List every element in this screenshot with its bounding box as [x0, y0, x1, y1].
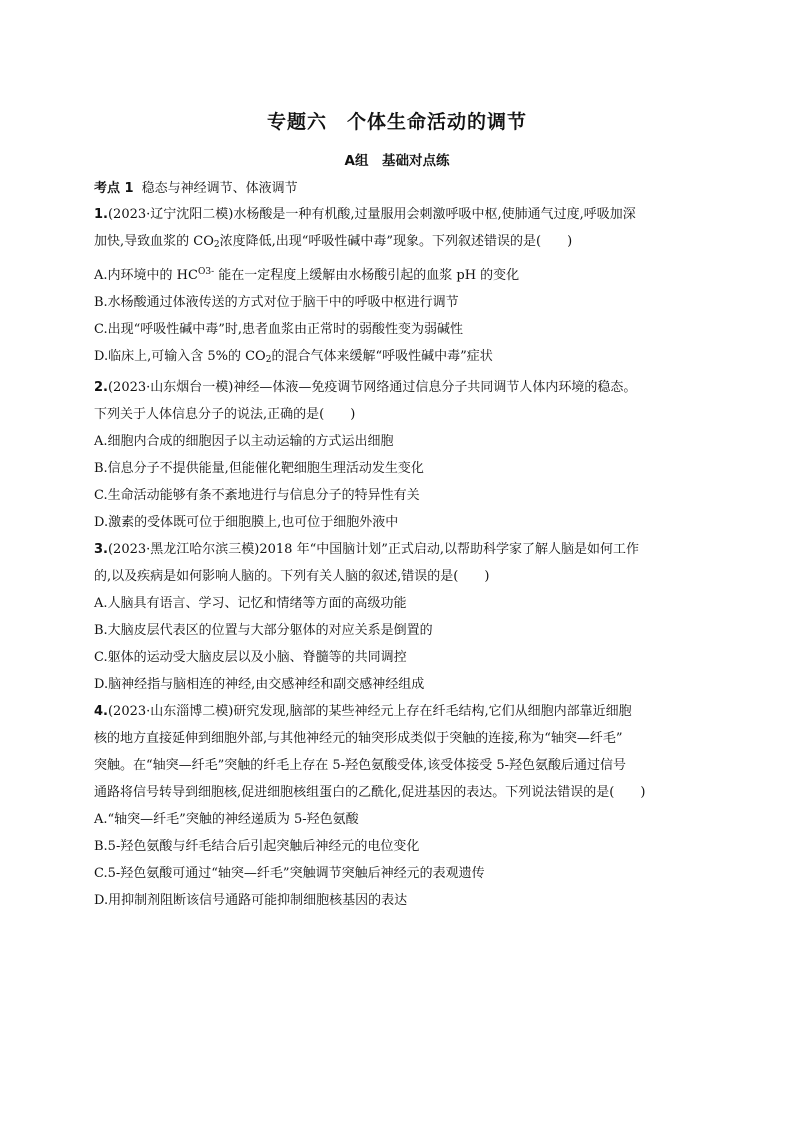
section-number: 考点 1 — [94, 181, 134, 196]
question-4-line-1 — [94, 698, 714, 725]
option-text: 能在一定程度上缓解由水杨酸引起的血浆 pH 的变化 — [218, 268, 520, 283]
question-source: (2023·山东烟台一模) — [107, 380, 234, 395]
question-2-line-1 — [94, 374, 714, 401]
option-b: B.水杨酸通过体液传送的方式对位于脑干中的呼吸中枢进行调节 — [94, 295, 459, 310]
option-b: B.信息分子不提供能量,但能催化靶细胞生理活动发生变化 — [94, 461, 424, 476]
option-b: B.5-羟色氨酸与纤毛结合后引起突触后神经元的电位变化 — [94, 839, 420, 854]
question-text: 神经—体液—免疫调节网络通过信息分子共同调节人体内环境的稳态。 — [233, 380, 637, 395]
option-c: C.躯体的运动受大脑皮层以及小脑、脊髓等的共同调控 — [94, 650, 407, 665]
option-d — [94, 343, 714, 374]
question-2-line-2: 下列关于人体信息分子的说法,正确的是( ) — [94, 407, 356, 422]
question-number: 3. — [94, 542, 108, 557]
option-b: B.大脑皮层代表区的位置与大部分躯体的对应关系是倒置的 — [94, 623, 433, 638]
question-1-line-2 — [94, 228, 714, 259]
question-number: 4. — [94, 704, 108, 719]
question-4-line-3: 突触。在“轴突—纤毛”突触的纤毛上存在 5-羟色氨酸受体,该受体接受 5-羟色氨酸后通过信号 — [94, 758, 627, 773]
question-text: 加快,导致血浆的 CO — [94, 234, 214, 249]
subscript: 2 — [265, 355, 272, 365]
superscript: O — [197, 267, 206, 277]
option-a: A.人脑具有语言、学习、记忆和情绪等方面的高级功能 — [94, 596, 407, 611]
superscript: - — [211, 267, 215, 277]
option-a: A.细胞内合成的细胞因子以主动运输的方式运出细胞 — [94, 434, 394, 449]
question-number: 2. — [94, 380, 108, 395]
group-heading: A组 基础对点练 — [344, 153, 450, 169]
section-heading — [94, 177, 298, 196]
question-3-line-1 — [94, 536, 714, 563]
question-3-line-2: 的,以及疾病是如何影响人脑的。下列有关人脑的叙述,错误的是( ) — [94, 569, 490, 584]
question-text: 水杨酸是一种有机酸,过量服用会刺激呼吸中枢,使肺通气过度,呼吸加深 — [233, 207, 636, 222]
option-a — [94, 259, 714, 289]
question-text: 研究发现,脑部的某些神经元上存在纤毛结构,它们从细胞内部靠近细胞 — [233, 704, 632, 719]
question-1-line-1 — [94, 201, 714, 228]
superscript: 3 — [205, 267, 212, 277]
option-text: 的混合气体来缓解“呼吸性碱中毒”症状 — [271, 349, 493, 364]
question-text: 浓度降低,出现“呼吸性碱中毒”现象。下列叙述错误的是( ) — [219, 234, 573, 249]
question-source: (2023·黑龙江哈尔滨三模) — [107, 542, 260, 557]
question-text: 2018 年“中国脑计划”正式启动,以帮助科学家了解人脑是如何工作 — [259, 542, 640, 557]
question-4-line-4: 通路将信号转导到细胞核,促进细胞核组蛋白的乙酰化,促进基因的表达。下列说法错误的是( ) — [94, 785, 646, 800]
question-source: (2023·辽宁沈阳二模) — [107, 207, 234, 222]
option-text: D.临床上,可输入含 5%的 CO — [94, 349, 266, 364]
question-4-line-2: 核的地方直接延伸到细胞外部,与其他神经元的轴突形成类似于突触的连接,称为“轴突—纤毛” — [94, 731, 623, 746]
page-title: 专题六 个体生命活动的调节 — [266, 111, 527, 133]
option-d: D.用抑制剂阻断该信号通路可能抑制细胞核基因的表达 — [94, 893, 408, 908]
question-source: (2023·山东淄博二模) — [107, 704, 234, 719]
option-d: D.脑神经指与脑相连的神经,由交感神经和副交感神经组成 — [94, 677, 425, 692]
option-c: C.5-羟色氨酸可通过“轴突—纤毛”突触调节突触后神经元的表观遗传 — [94, 866, 485, 881]
option-c: C.出现“呼吸性碱中毒”时,患者血浆由正常时的弱酸性变为弱碱性 — [94, 322, 464, 337]
option-c: C.生命活动能够有条不紊地进行与信息分子的特异性有关 — [94, 488, 420, 503]
question-number: 1. — [94, 207, 108, 222]
section-text: 稳态与神经调节、体液调节 — [141, 181, 298, 196]
option-text: A.内环境中的 HC — [94, 268, 198, 283]
option-a: A.“轴突—纤毛”突触的神经递质为 5-羟色氨酸 — [94, 812, 359, 827]
option-d: D.激素的受体既可位于细胞膜上,也可位于细胞外液中 — [94, 515, 399, 530]
question-list — [94, 201, 714, 914]
subscript: 2 — [213, 240, 220, 250]
